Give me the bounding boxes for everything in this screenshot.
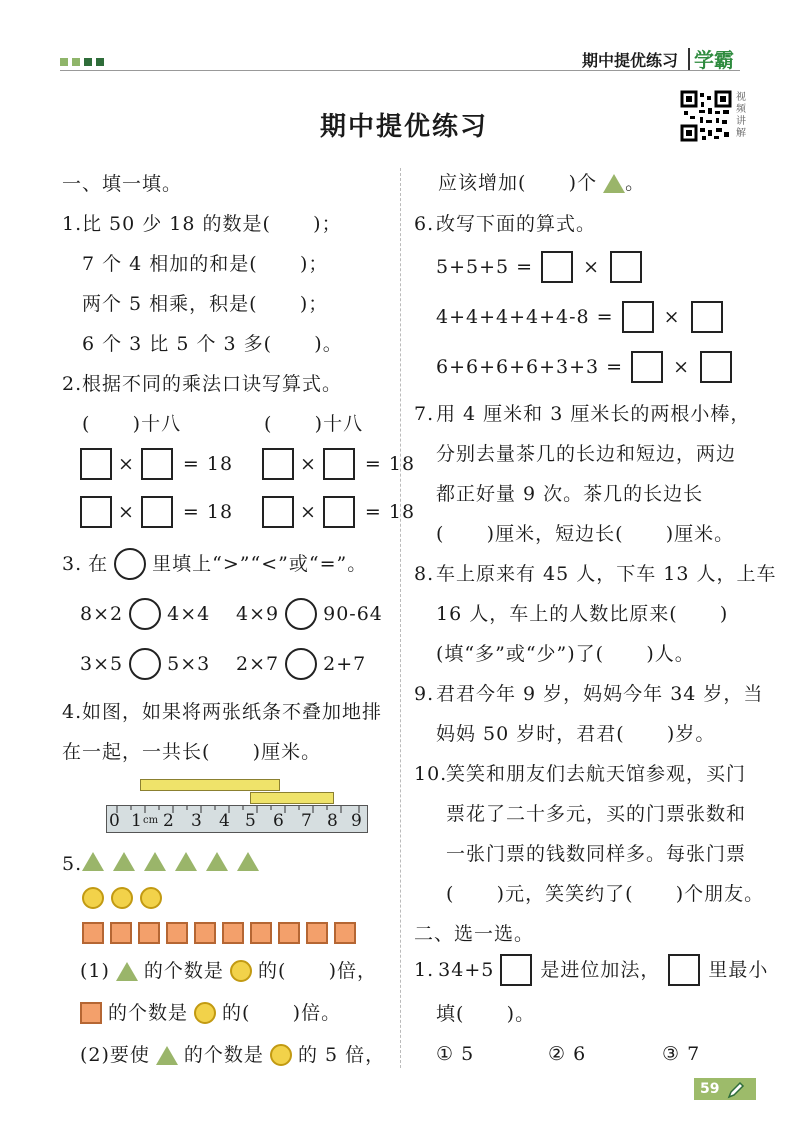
q2-eq-row1-left: [80, 448, 233, 480]
q5-sub1-d: 的( )倍。: [222, 1002, 342, 1024]
ruler-label: 3: [191, 811, 202, 831]
q1-line3: 两个 5 相乘，积是( )；: [82, 293, 329, 315]
ruler-label: 0: [109, 811, 120, 831]
q5-sub1-a: 的个数是: [143, 960, 224, 982]
q8-line2: 16 人，车上的人数比原来( ): [436, 603, 729, 625]
paper-strip-1: [140, 779, 280, 791]
q5-sub1-c: 的个数是: [108, 1002, 189, 1024]
ruler-label: 5: [245, 811, 256, 831]
orange-square-icon: [194, 922, 216, 944]
answer-box[interactable]: [323, 496, 355, 528]
q1-label: 1.: [62, 213, 83, 235]
q7-line1: 用 4 厘米和 3 厘米长的两根小棒，: [436, 403, 751, 425]
times-sign: ×: [118, 501, 135, 523]
q4-line1: 如图，如果将两张纸条不叠加地排: [82, 701, 383, 723]
q6-expr2: [436, 301, 723, 333]
q1-line4: 6 个 3 比 5 个 3 多( )。: [82, 333, 343, 355]
ruler-label: 4: [219, 811, 230, 831]
triangle-icon: [116, 962, 138, 981]
q3-item-right: 4×4: [167, 603, 211, 625]
s1-option[interactable]: ① 5: [436, 1043, 475, 1065]
orange-square-icon: [166, 922, 188, 944]
times-sign: ×: [663, 306, 681, 328]
equals-18: = 18: [182, 453, 234, 475]
yellow-circle-icon: [270, 1044, 292, 1066]
triangle-icon: [156, 1046, 178, 1065]
q5-sub1-line1: [80, 956, 377, 986]
q8-line3: (填“多”或“少”)了( )人。: [436, 643, 695, 665]
answer-box[interactable]: [500, 954, 532, 986]
q2-left-rhyme: ( )十八: [82, 413, 182, 435]
q5-sub1-label: (1): [80, 960, 110, 982]
qr-caption: 视频讲解: [736, 92, 746, 139]
triangle-icon: [82, 852, 104, 871]
page-number: [694, 1078, 756, 1100]
q8-label: 8.: [414, 563, 435, 585]
ruler-label: 8: [327, 811, 338, 831]
answer-box[interactable]: [80, 448, 112, 480]
q2-eq-row2-right: [262, 496, 415, 528]
orange-square-icon: [250, 922, 272, 944]
answer-box[interactable]: [262, 448, 294, 480]
s1-option[interactable]: ③ 7: [662, 1043, 701, 1065]
q5-sub2-a: 的个数是: [183, 1044, 264, 1066]
q3-text-post: 里填上“>”“<”或“=”。: [152, 553, 368, 575]
circle-row: [82, 887, 162, 909]
q5-sub2-label: (2)要使: [80, 1044, 150, 1066]
q3-item-right: 2+7: [323, 653, 367, 675]
answer-box[interactable]: [622, 301, 654, 333]
q3-item-left: 4×9: [236, 603, 280, 625]
answer-box[interactable]: [700, 351, 732, 383]
q7-line3: 都正好量 9 次。茶几的长边长: [436, 483, 704, 505]
yellow-circle-icon: [140, 887, 162, 909]
orange-square-icon: [110, 922, 132, 944]
section1-heading: 一、填一填。: [62, 173, 183, 195]
q3-item-left: 8×2: [80, 603, 124, 625]
qr-code-icon[interactable]: [680, 90, 732, 142]
q3-item: [236, 598, 383, 630]
s1-line1: [414, 954, 768, 986]
pencil-icon: [726, 1080, 746, 1100]
q4-label: 4.: [62, 701, 83, 723]
q8-line1: 车上原来有 45 人，下车 13 人，上车: [436, 563, 777, 585]
orange-square-icon: [334, 922, 356, 944]
yellow-circle-icon: [194, 1002, 216, 1024]
q6-text: 改写下面的算式。: [436, 213, 597, 235]
ruler-label: 6: [273, 811, 284, 831]
column-divider: [400, 168, 402, 1068]
yellow-circle-icon: [230, 960, 252, 982]
compare-circle[interactable]: [129, 598, 161, 630]
q6-label: 6.: [414, 213, 435, 235]
times-sign: ×: [300, 453, 317, 475]
q6-expr1: [436, 251, 642, 283]
q3-item: [80, 598, 210, 630]
triangle-icon: [206, 852, 228, 871]
times-sign: ×: [300, 501, 317, 523]
triangle-icon: [144, 852, 166, 871]
q1-line1: 比 50 少 18 的数是( )；: [82, 213, 342, 235]
q2-eq-row2-left: [80, 496, 233, 528]
q3-item: [236, 648, 366, 680]
triangle-icon: [113, 852, 135, 871]
triangle-row: [82, 852, 259, 871]
times-sign: ×: [118, 453, 135, 475]
q5-sub2-b: 的 5 倍，: [297, 1044, 386, 1066]
ruler-label: cm: [143, 815, 159, 826]
q10-line1: 笑笑和朋友们去航天馆参观，买门: [446, 763, 747, 785]
answer-box[interactable]: [668, 954, 700, 986]
equals-18: = 18: [364, 453, 416, 475]
q6-e3: 6+6+6+6+3+3 =: [436, 356, 624, 378]
equals-18: = 18: [364, 501, 416, 523]
ruler-label: 2: [163, 811, 174, 831]
q5-label: 5.: [62, 853, 83, 875]
ruler-label: 1: [131, 811, 142, 831]
compare-circle[interactable]: [285, 648, 317, 680]
yellow-circle-icon: [111, 887, 133, 909]
q6-e2: 4+4+4+4+4-8 =: [436, 306, 614, 328]
square-row: [82, 922, 356, 944]
q10-line2: 票花了二十多元，买的门票张数和: [446, 803, 747, 825]
q5-sub2-line1: [80, 1040, 385, 1070]
answer-box[interactable]: [691, 301, 723, 333]
compare-circle[interactable]: [129, 648, 161, 680]
q9-line2: 妈妈 50 岁时，君君( )岁。: [436, 723, 716, 745]
q9-line1: 君君今年 9 岁，妈妈今年 34 岁，当: [436, 683, 764, 705]
answer-box[interactable]: [631, 351, 663, 383]
answer-box[interactable]: [610, 251, 642, 283]
q6-e1: 5+5+5 =: [436, 256, 534, 278]
answer-box[interactable]: [323, 448, 355, 480]
period: 。: [625, 172, 646, 194]
orange-square-icon: [222, 922, 244, 944]
q10-line3: 一张门票的钱数同样多。每张门票: [446, 843, 747, 865]
triangle-icon: [175, 852, 197, 871]
q5-sub1-b: 的( )倍，: [257, 960, 378, 982]
s1-option[interactable]: ② 6: [548, 1043, 587, 1065]
section2-heading: 二、选一选。: [414, 923, 535, 945]
compare-circle[interactable]: [285, 598, 317, 630]
q4-line2: 在一起，一共长( )厘米。: [62, 741, 322, 763]
q2-text: 根据不同的乘法口诀写算式。: [82, 373, 343, 395]
header-title: 期中提优练习: [582, 51, 679, 70]
q5-sub1-line2: [80, 998, 341, 1028]
q1-line2: 7 个 4 相加的和是( )；: [82, 253, 329, 275]
yellow-circle-icon: [82, 887, 104, 909]
q3-item-left: 2×7: [236, 653, 280, 675]
header-decor: [60, 58, 106, 66]
orange-square-icon: [306, 922, 328, 944]
ruler: [106, 805, 368, 833]
q5-continuation: [438, 168, 645, 198]
answer-box[interactable]: [541, 251, 573, 283]
q3-item-right: 5×3: [167, 653, 211, 675]
q3-instruction: [62, 548, 367, 580]
q3-label: 3.: [62, 553, 83, 575]
orange-square-icon: [80, 1002, 102, 1024]
q10-line4: ( )元，笑笑约了( )个朋友。: [446, 883, 765, 905]
q2-eq-row1-right: [262, 448, 415, 480]
triangle-icon: [603, 174, 625, 193]
q9-label: 9.: [414, 683, 435, 705]
ruler-label: 9: [351, 811, 362, 831]
q7-line4: ( )厘米，短边长( )厘米。: [436, 523, 735, 545]
paper-strip-2: [250, 792, 334, 804]
q7-line2: 分别去量茶几的长边和短边，两边: [436, 443, 737, 465]
s1-mid: 是进位加法，: [540, 959, 661, 981]
answer-box[interactable]: [141, 496, 173, 528]
q2-right-rhyme: ( )十八: [264, 413, 364, 435]
answer-box[interactable]: [80, 496, 112, 528]
q3-text-pre: 在: [88, 553, 109, 575]
q3-item-left: 3×5: [80, 653, 124, 675]
q3-item-right: 90-64: [323, 603, 383, 625]
orange-square-icon: [82, 922, 104, 944]
s1-label: 1.: [414, 959, 435, 981]
orange-square-icon: [138, 922, 160, 944]
brand-logo: 学霸: [694, 48, 734, 72]
q6-expr3: [436, 351, 732, 383]
times-sign: ×: [583, 256, 600, 278]
q3-item: [80, 648, 210, 680]
page-title: 期中提优练习: [320, 112, 489, 142]
times-sign: ×: [673, 356, 691, 378]
compare-circle-icon: [114, 548, 146, 580]
q10-label: 10.: [414, 763, 448, 785]
orange-square-icon: [278, 922, 300, 944]
equals-18: = 18: [182, 501, 234, 523]
header-divider: [688, 48, 690, 70]
triangle-icon: [237, 852, 259, 871]
page-number-text: 59: [700, 1081, 720, 1097]
s1-line2: 填( )。: [436, 1003, 536, 1025]
answer-box[interactable]: [262, 496, 294, 528]
q5-cont-text: 应该增加( )个: [438, 172, 598, 194]
answer-box[interactable]: [141, 448, 173, 480]
q7-label: 7.: [414, 403, 435, 425]
s1-expr: 34+5: [438, 959, 495, 981]
q2-label: 2.: [62, 373, 83, 395]
s1-end: 里最小: [708, 959, 769, 981]
ruler-label: 7: [301, 811, 312, 831]
